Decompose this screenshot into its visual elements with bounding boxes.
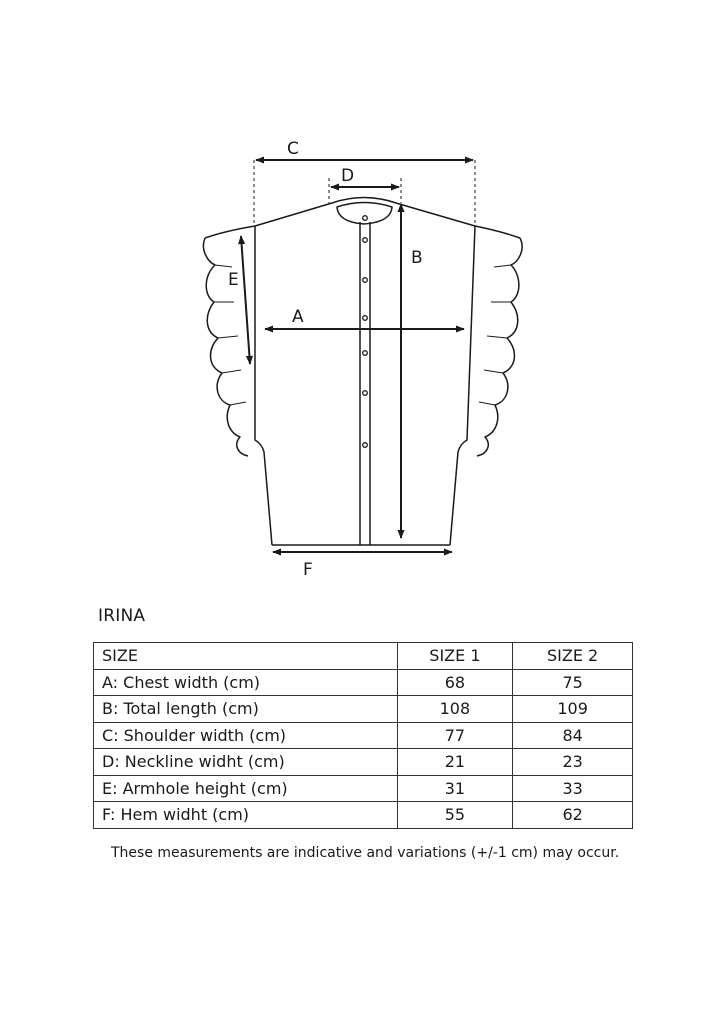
label-d: D	[341, 166, 355, 186]
size1-value: 31	[397, 775, 513, 802]
header-cell: SIZE 1	[397, 643, 513, 670]
size1-value: 55	[397, 802, 513, 829]
row-label: F: Hem widht (cm)	[94, 802, 398, 829]
table-row	[94, 749, 633, 776]
row-label: D: Neckline widht (cm)	[94, 749, 398, 776]
label-f: F	[303, 560, 313, 580]
header-cell: SIZE	[94, 643, 398, 670]
table-row	[94, 722, 633, 749]
size2-value: 23	[513, 749, 633, 776]
row-label: C: Shoulder width (cm)	[94, 722, 398, 749]
label-e: E	[228, 270, 239, 290]
measurement-note: These measurements are indicative and variations (+/-1 cm) may occur.	[111, 845, 620, 861]
row-label: A: Chest width (cm)	[94, 669, 398, 696]
table-row	[94, 775, 633, 802]
size-table	[93, 642, 633, 829]
ruffle-ticks	[214, 265, 511, 405]
table-row	[94, 802, 633, 829]
label-a: A	[292, 307, 304, 327]
product-name: IRINA	[98, 606, 146, 626]
label-c: C	[287, 139, 299, 159]
header-cell: SIZE 2	[513, 643, 633, 670]
size2-value: 75	[513, 669, 633, 696]
size1-value: 21	[397, 749, 513, 776]
table-header-row	[94, 643, 633, 670]
row-label: E: Armhole height (cm)	[94, 775, 398, 802]
size2-value: 33	[513, 775, 633, 802]
table-row	[94, 669, 633, 696]
size1-value: 108	[397, 696, 513, 723]
button-marks	[363, 216, 368, 448]
size2-value: 62	[513, 802, 633, 829]
arrow-e	[241, 236, 250, 364]
row-label: B: Total length (cm)	[94, 696, 398, 723]
size1-value: 68	[397, 669, 513, 696]
table-row	[94, 696, 633, 723]
label-b: B	[411, 248, 423, 268]
size2-value: 109	[513, 696, 633, 723]
garment-outline	[203, 198, 522, 546]
size2-value: 84	[513, 722, 633, 749]
size1-value: 77	[397, 722, 513, 749]
